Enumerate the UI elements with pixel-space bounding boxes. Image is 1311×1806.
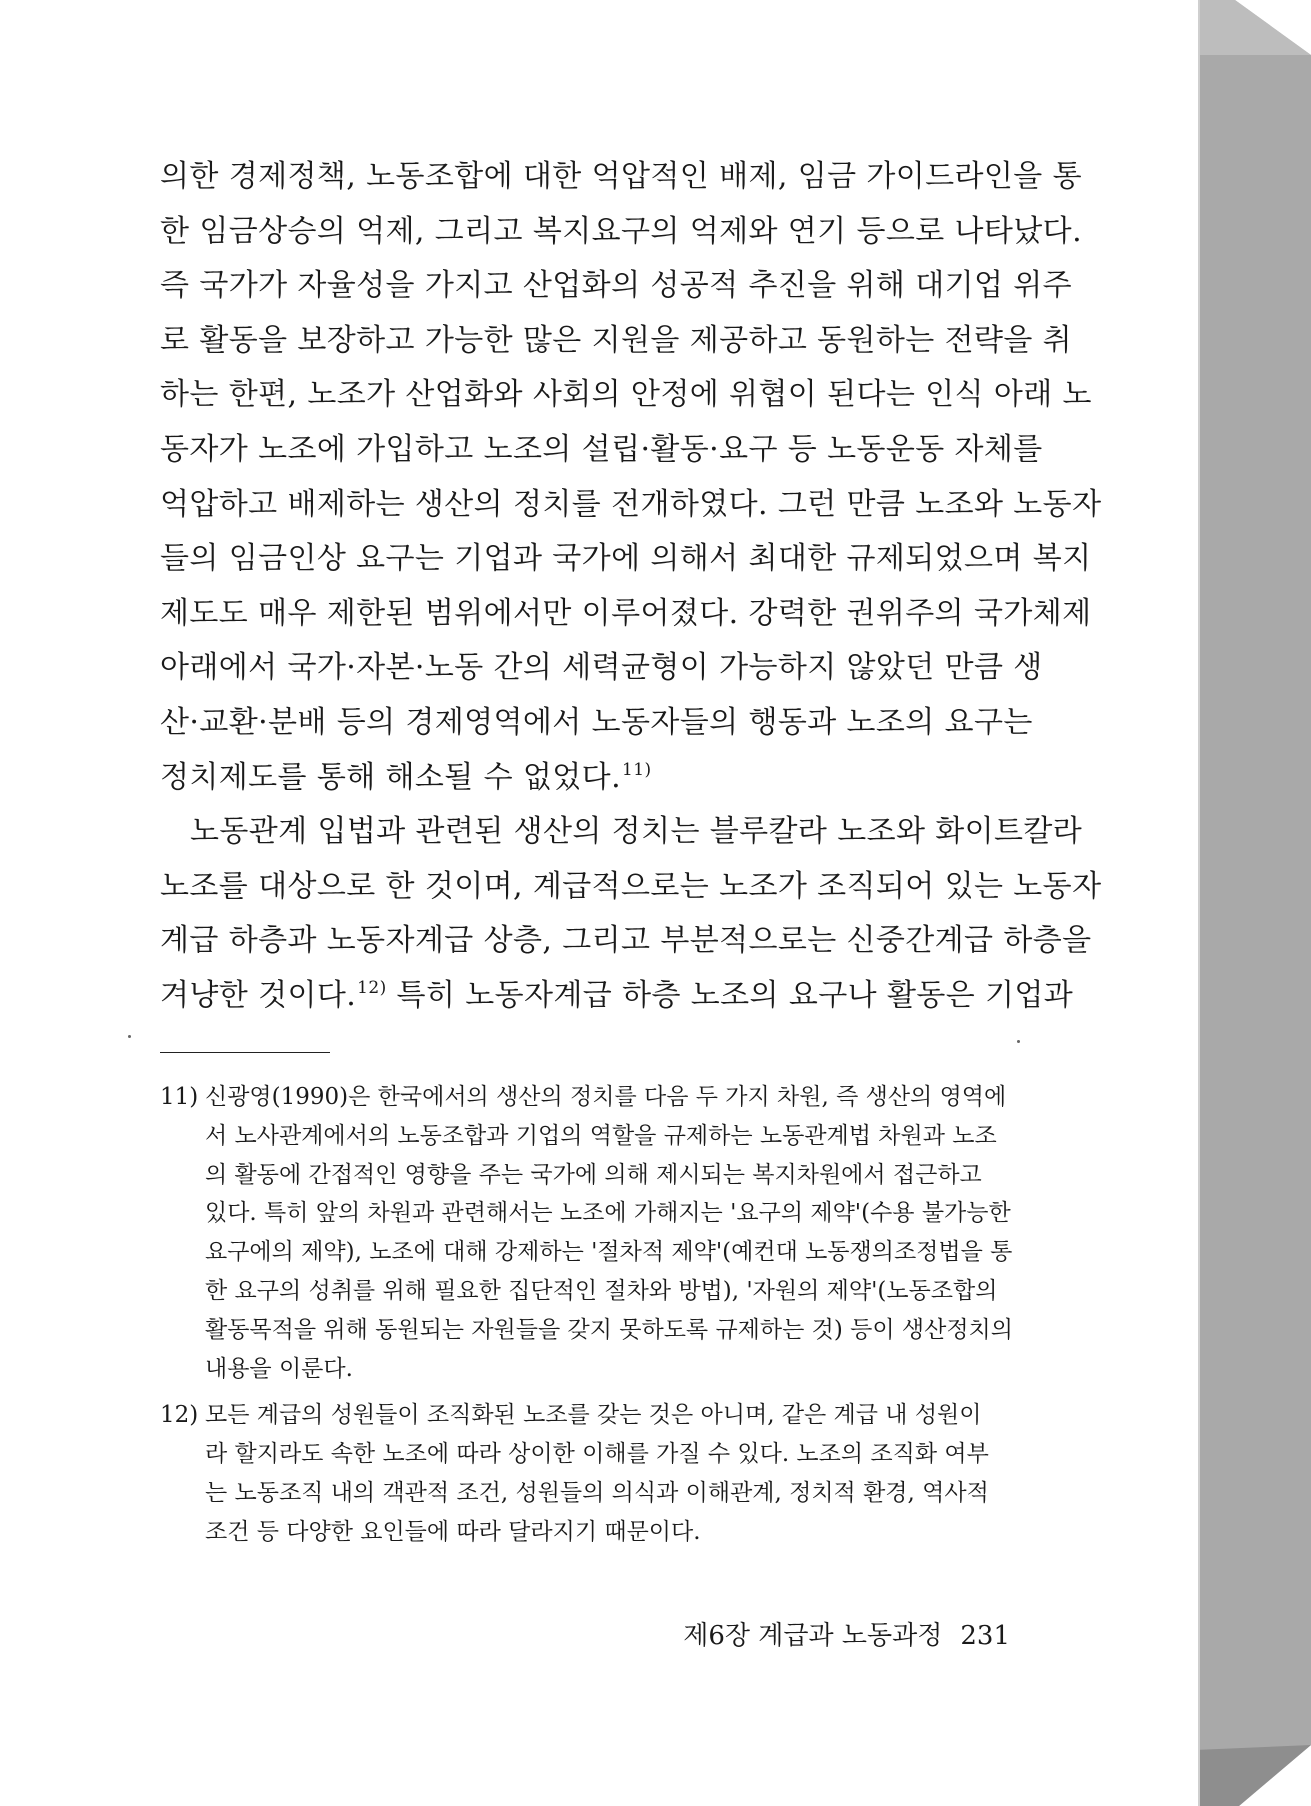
paragraph-start-line: 노동관계 입법과 관련된 생산의 정치는 블루칼라 노조와 화이트칼라 [190,814,1083,850]
footnote-11-line: 서 노사관계에서의 노동조합과 기업의 역할을 규제하는 노동관계법 차원과 노조 [205,1122,997,1149]
body-line: 산·교환·분배 등의 경제영역에서 노동자들의 행동과 노조의 요구는 [160,704,1033,740]
scan-speck [1017,1040,1020,1043]
page-number: 231 [960,1621,1010,1651]
body-line: 즉 국가가 자율성을 가지고 산업화의 성공적 추진을 위해 대기업 위주 [160,268,1073,304]
running-footer [680,1615,1010,1652]
footnote-12-number: 12) [160,1402,199,1429]
footnote-11-line: 의 활동에 간접적인 영향을 주는 국가에 의해 제시되는 복지차원에서 접근하고 [205,1161,982,1188]
footnote-separator [160,1052,330,1053]
body-line: 아래에서 국가·자본·노동 간의 세력균형이 가능하지 않았던 만큼 생 [160,650,1043,686]
footnote-12-line: 는 노동조직 내의 객관적 조건, 성원들의 의식과 이해관계, 정치적 환경, 역사적 [205,1479,989,1506]
footnote-gap [160,1388,1050,1396]
body-line: 동자가 노조에 가입하고 노조의 설립·활동·요구 등 노동운동 자체를 [160,431,1043,467]
footnote-11-line: 한 요구의 성취를 위해 필요한 집단적인 절차와 방법), '자원의 제약'(노동조합의 [205,1277,998,1304]
footnote-ref-11[interactable]: 11) [622,759,652,780]
footnote-11-line: 요구에의 제약), 노조에 대해 강제하는 '절차적 제약'(예컨대 노동쟁의조정법을 통 [205,1239,1013,1266]
body-line: 하는 한편, 노조가 산업화와 사회의 안정에 위협이 된다는 인식 아래 노 [160,377,1092,413]
footnote-text: 신광영(1990)은 한국에서의 생산의 정치를 다음 두 가지 차원, 즉 생산의 영역에 [205,1084,1007,1110]
body-line [160,969,1074,1024]
body-line: 들의 임금인상 요구는 기업과 국가에 의해서 최대한 규제되었으며 복지 [160,541,1092,577]
body-line-text: 겨냥한 것이다. [160,977,357,1013]
body-line: 제도도 매우 제한된 범위에서만 이루어졌다. 강력한 권위주의 국가체제 [160,595,1092,631]
footnote-11-line: 내용을 이룬다. [205,1355,353,1382]
footnote-12-line: 조건 등 다양한 요인들에 따라 달라지기 때문이다. [205,1518,701,1545]
body-line: 의한 경제정책, 노동조합에 대한 억압적인 배제, 임금 가이드라인을 통 [160,159,1083,194]
body-text [160,150,1102,1024]
body-line: 억압하고 배제하는 생산의 정치를 전개하였다. 그런 만큼 노조와 노동자 [160,486,1102,522]
footnote-11-line: 활동목적을 위해 동원되는 자원들을 갖지 못하도록 규제하는 것) 등이 생산정치의 [205,1316,1013,1343]
footnote-11-line [160,1078,1050,1117]
footnote-11-number: 11) [160,1084,199,1110]
book-side-edge [1195,0,1311,1806]
body-line [160,751,1050,806]
body-line-text: 정치제도를 통해 해소될 수 없었다. [160,759,622,795]
body-line: 계급 하층과 노동자계급 상층, 그리고 부분적으로는 신중간계급 하층을 [160,923,1092,959]
body-line: 노조를 대상으로 한 것이며, 계급적으로는 노조가 조직되어 있는 노동자 [160,868,1102,904]
footnote-12-line [160,1396,1050,1435]
footnote-12-line: 라 할지라도 속한 노조에 따라 상이한 이해를 가질 수 있다. 노조의 조직화 여부 [205,1441,989,1468]
footnote-11-line: 있다. 특히 앞의 차원과 관련해서는 노조에 가해지는 '요구의 제약'(수용 불가능한 [205,1200,1011,1227]
body-line: 한 임금상승의 억제, 그리고 복지요구의 억제와 연기 등으로 나타났다. [160,213,1083,249]
scan-speck [128,1035,131,1038]
footnotes [160,1078,1050,1552]
footnote-text: 모든 계급의 성원들이 조직화된 노조를 갖는 것은 아니며, 같은 계급 내 성원이 [205,1402,982,1429]
chapter-title: 제6장 계급과 노동과정 [683,1621,943,1651]
body-line: 로 활동을 보장하고 가능한 많은 지원을 제공하고 동원하는 전략을 취 [160,322,1073,358]
footnote-ref-12[interactable]: 12) [357,977,387,998]
body-line-text: 특히 노동자계급 하층 노조의 요구나 활동은 기업과 [386,977,1074,1013]
